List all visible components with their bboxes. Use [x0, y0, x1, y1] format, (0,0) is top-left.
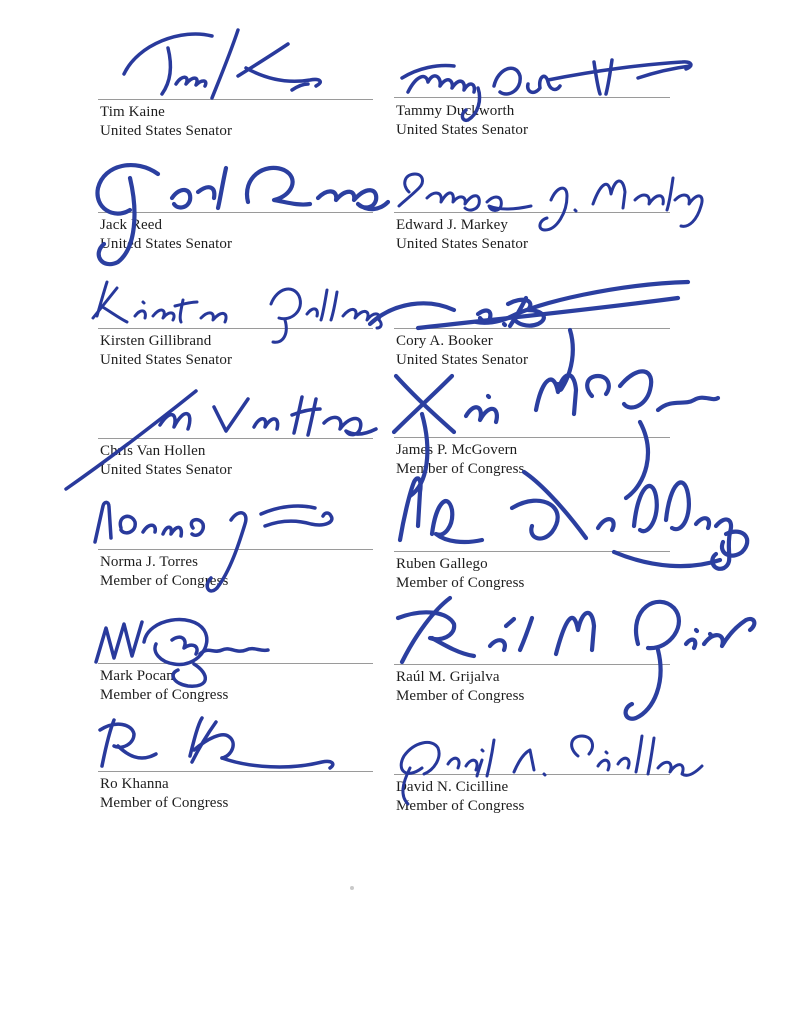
signer-name: David N. Cicilline: [396, 779, 509, 795]
signer-title: Member of Congress: [100, 687, 229, 703]
signer-name: Edward J. Markey: [396, 217, 508, 233]
signer-name: James P. McGovern: [396, 442, 518, 458]
signer-title: United States Senator: [100, 123, 233, 139]
signer-title: United States Senator: [100, 462, 233, 478]
signer-title: Member of Congress: [396, 575, 525, 591]
signer-title: United States Senator: [396, 352, 529, 368]
signature-tammy-duckworth-ink: [398, 52, 698, 127]
signer-name: Ro Khanna: [100, 776, 169, 792]
signer-title: Member of Congress: [396, 688, 525, 704]
signature-ro-khanna-ink: [90, 712, 340, 790]
signer-name: Raúl M. Grijalva: [396, 669, 500, 685]
signature-block: [100, 103, 232, 141]
signer-name: Ruben Gallego: [396, 556, 488, 572]
signature-raul-grijalva-ink: [390, 592, 725, 732]
signer-name: Mark Pocan: [100, 668, 174, 684]
signer-title: Member of Congress: [100, 795, 229, 811]
signer-title: United States Senator: [396, 122, 529, 138]
signer-name: Tammy Duckworth: [396, 103, 515, 119]
signature-jack-reed-ink: [80, 156, 370, 271]
signer-name: Kirsten Gillibrand: [100, 333, 212, 349]
signature-mark-pocan-ink: [88, 612, 283, 717]
signer-name: Cory A. Booker: [396, 333, 493, 349]
signature-chris-van-hollen-ink: [56, 383, 381, 495]
signer-name: Chris Van Hollen: [100, 443, 206, 459]
signer-name: Tim Kaine: [100, 104, 165, 120]
signer-name: Norma J. Torres: [100, 554, 199, 570]
signature-kirsten-gillibrand-ink: [85, 276, 380, 346]
signer-title: United States Senator: [100, 352, 233, 368]
signer-title: Member of Congress: [100, 573, 229, 589]
signer-name: Jack Reed: [100, 217, 163, 233]
signature-edward-markey-ink: [393, 166, 698, 251]
signature-david-cicilline-ink: [392, 728, 707, 818]
signer-title: United States Senator: [396, 236, 529, 252]
signer-title: Member of Congress: [396, 461, 525, 477]
scan-speck: [350, 886, 354, 890]
signer-title: Member of Congress: [396, 798, 525, 814]
signature-norma-torres-ink: [85, 490, 350, 602]
signer-title: United States Senator: [100, 236, 233, 252]
signature-tim-kaine-ink: [110, 22, 350, 104]
